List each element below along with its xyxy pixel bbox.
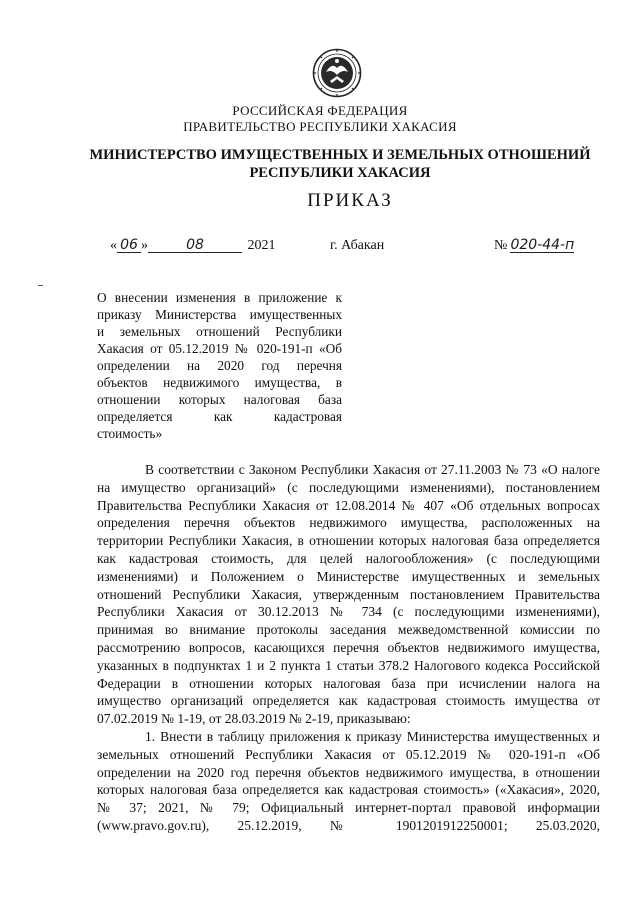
body-line: имущество организаций определяется как кадастровая стоимость имущества от [97,693,600,709]
body-line: Правительства Республики Хакасия от 12.08.2014 № 407 «Об отдельных вопросах [97,497,600,513]
date-close-quote: » [141,238,148,253]
subject-line: определении на 2020 год перечня [97,358,342,373]
body-line: принимая во внимание протоколы заседания межведомственной комиссии по [97,622,600,638]
body-line: определении на 2020 год перечня объектов недвижимого имущества, в отношении [97,764,600,780]
order-subject [97,289,342,442]
body-line: определения перечня объектов недвижимого имущества, расположенных на [97,515,600,531]
body-line: изменениями) и Положением о Министерстве имущественных и земельных [97,568,600,584]
subject-line: Хакасия от 05.12.2019 № 020-191-п «Об [97,341,342,356]
date-open-quote: « [110,238,117,253]
body-line: территории Республики Хакасия, в отношении которых налоговая база определяется [97,533,600,549]
body-line: Республики Хакасия от 30.12.2013 № 734 (с последующими изменениями), [97,604,600,620]
margin-mark [38,285,43,286]
coat-of-arms-icon [312,48,362,98]
document-type-title: ПРИКАЗ [307,190,393,211]
subject-line: О внесении изменения в приложение к [97,290,342,305]
number-prefix: № [494,238,508,253]
ministry-title-line2: РЕСПУБЛИКИ ХАКАСИЯ [249,165,431,181]
body-paragraph-preamble [97,461,600,835]
body-line: отношений Республики Хакасия, утвержденным постановлением Правительства [97,586,600,602]
date-year: 2021 [247,238,276,253]
date-day: 06 [117,238,141,253]
header-government: ПРАВИТЕЛЬСТВО РЕСПУБЛИКИ ХАКАСИЯ [183,119,457,134]
order-date [110,238,276,254]
header-country: РОССИЙСКАЯ ФЕДЕРАЦИЯ [232,103,408,118]
body-line: указанных в подпунктах 1 и 2 пункта 1 статьи 378.2 Налогового кодекса Российской [97,657,600,673]
subject-line: и земельных отношений Республики [97,324,342,339]
body-line: как кадастровая стоимость, для целей налогообложения» (с последующими [97,550,600,566]
body-line: рассмотрению вопросов, касающихся перечня объектов недвижимого имущества, [97,639,600,655]
subject-line: определяется как кадастровая [97,409,342,424]
body-line: 07.02.2019 № 1-19, от 28.03.2019 № 2-19, приказываю: [97,711,411,727]
subject-line: отношении которых налоговая база [97,392,342,407]
body-line: Федерации в отношении которых налоговая база при исчислении налога на [97,675,600,691]
date-month: 08 [148,238,242,253]
body-line: 1. Внести в таблицу приложения к приказу Министерства имущественных и [145,728,600,744]
body-line: № 37; 2021, № 79; Официальный интернет-портал правовой информации [97,800,600,816]
body-line: земельных отношений Республики Хакасия от 05.12.2019 № 020-191-п «Об [97,746,600,762]
order-city: г. Абакан [330,238,385,253]
body-line: (www.pravo.gov.ru), 25.12.2019, № 1901201912250001; 25.03.2020, [97,817,600,833]
subject-line: объектов недвижимого имущества, в [97,375,342,390]
body-line: которых налоговая база определяется как кадастровая стоимость» («Хакасия», 2020, [97,782,600,798]
ministry-title-line1: МИНИСТЕРСТВО ИМУЩЕСТВЕННЫХ И ЗЕМЕЛЬНЫХ ОТНОШЕНИЙ [89,147,591,163]
body-line: В соответствии с Законом Республики Хакасия от 27.11.2003 № 73 «О налоге [145,462,600,477]
body-line: на имущество организаций» (с последующими изменениями), постановлением [97,479,600,495]
subject-line: приказу Министерства имущественных [97,307,342,322]
subject-line: стоимость» [97,426,163,441]
order-number [494,238,574,254]
number-value: 020-44-п [510,237,575,253]
